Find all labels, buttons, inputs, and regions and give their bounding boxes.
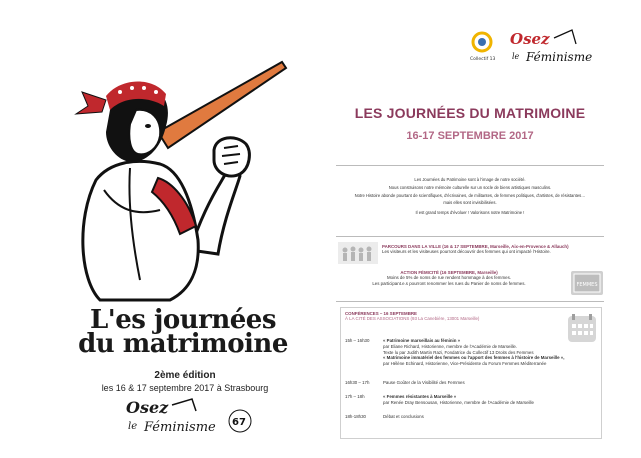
- svg-text:le: le: [512, 52, 520, 61]
- svg-text:Féminisme: Féminisme: [526, 50, 593, 64]
- conference-time: 17h – 18h: [345, 394, 365, 399]
- logo-feminisme: Féminisme: [144, 420, 216, 435]
- program-document: [320, 20, 620, 440]
- action-femicite-section: [338, 268, 604, 296]
- intro-line: Il est grand temps d'évoluer ! Valorisons notre Matrimoine !: [415, 209, 525, 215]
- conference-time: 18h-18h30: [345, 414, 366, 419]
- street-sign-label: FEMMES: [576, 282, 598, 288]
- conference-line: par Hélène Echinard, Historienne, Vice-Présidente du Forum Femmes Méditerranée: [383, 361, 547, 367]
- poster-title-line1: L'es journées: [90, 305, 276, 335]
- fist-shape: [214, 138, 249, 176]
- parcours-text: Les visiteurs et les visiteuses pourront découvrir des femmes qui ont impacté l'Histoire.: [382, 249, 551, 254]
- collectif-13-logo: [470, 33, 496, 62]
- street-sign-icon: [570, 268, 604, 298]
- people-group-icon: [338, 242, 378, 264]
- nose-shape: [158, 62, 286, 148]
- intro-line: Les Journées du Patrimoine sont à l'image de notre société.: [414, 177, 526, 182]
- intro-line: Notre Histoire abonde pourtant de scientifiques, d'écrivaines, de militantes, de femmes politiques, d'artistes, de résistantes…: [354, 193, 586, 199]
- intro-text: [336, 177, 604, 218]
- divider: [336, 301, 604, 302]
- conferences-place: À LA CITÉ DES ASSOCIATIONS (93 La Canebière, 13001 Marseille): [345, 316, 480, 321]
- action-text-2: Les participant.e.s pourront renommer les rues du Panier de noms de femmes.: [372, 281, 526, 286]
- logo-le: le: [128, 421, 138, 432]
- poster: [40, 40, 290, 435]
- divider: [336, 236, 604, 237]
- osez-le-feminisme-67-logo: [122, 395, 272, 445]
- poster-title-line2: du matrimoine: [78, 329, 288, 359]
- bandana-knot: [76, 92, 106, 114]
- svg-text:Collectif 13: Collectif 13: [470, 57, 496, 62]
- conference-line: Pause Goûter de la Visibilité des Femmes: [383, 380, 465, 385]
- page-title: LES JOURNÉES DU MATRIMOINE: [354, 105, 586, 121]
- face-shape: [129, 110, 160, 155]
- poster-edition: 2ème édition: [154, 370, 216, 381]
- conference-talk-title: « Femmes résistantes à Marseille »: [383, 394, 457, 399]
- svg-text:Osez: Osez: [510, 30, 550, 48]
- conference-line: Texte lu par Judith Martin Razi, Fondatrice du Collectif 13 Droits des Femmes: [383, 349, 534, 355]
- partner-logos: [468, 26, 618, 68]
- divider: [336, 165, 604, 166]
- poster-dates: les 16 & 17 septembre 2017 à Strasbourg: [101, 383, 269, 393]
- poster-title: [78, 305, 288, 359]
- conferences-box: [340, 307, 602, 439]
- parcours-title: PARCOURS DANS LA VILLE (16 & 17 SEPTEMBRE, Marseille, Aix-en-Provence & Allauch): [382, 244, 569, 249]
- osez-le-feminisme-logo: [510, 30, 592, 64]
- action-title: ACTION FÉMICITÉ (16 SEPTEMBRE, Marseille): [400, 270, 498, 275]
- action-text-1: Moins de 5% de noms de rue rendent hommage à des femmes.: [387, 275, 511, 280]
- conference-talk-title: « Patrimoine marseillais au féminin »: [383, 338, 461, 343]
- conference-line: Débat et conclusions: [383, 414, 424, 419]
- parcours-section: [338, 242, 604, 264]
- page-dates: 16-17 SEPTEMBRE 2017: [406, 130, 534, 142]
- logo-number: 67: [232, 417, 246, 428]
- conferences-title: CONFÉRENCES – 16 SEPTEMBRE: [345, 311, 417, 316]
- conference-time: 16h30 – 17h: [345, 380, 370, 385]
- conference-line: par Eliane Richard, Historienne, membre de l'Académie de Marseille.: [383, 343, 518, 349]
- poster-illustration: [40, 40, 290, 310]
- logo-osez: Osez: [126, 398, 169, 417]
- conference-talk-title: « Matrimoine immatériel des femmes ou l'apport des femmes à l'histoire de Marseille »,: [383, 355, 565, 361]
- conference-time: 15h – 16h30: [345, 338, 370, 343]
- intro-line: mais elles sont invisibilisées.: [443, 199, 497, 205]
- intro-line: Nous construisons notre mémoire culturelle sur un socle de biens artistiques masculins.: [388, 185, 552, 191]
- conference-line: par Renée Dray Bensousan, Historienne, membre de l'Académie de Marseille: [383, 399, 534, 405]
